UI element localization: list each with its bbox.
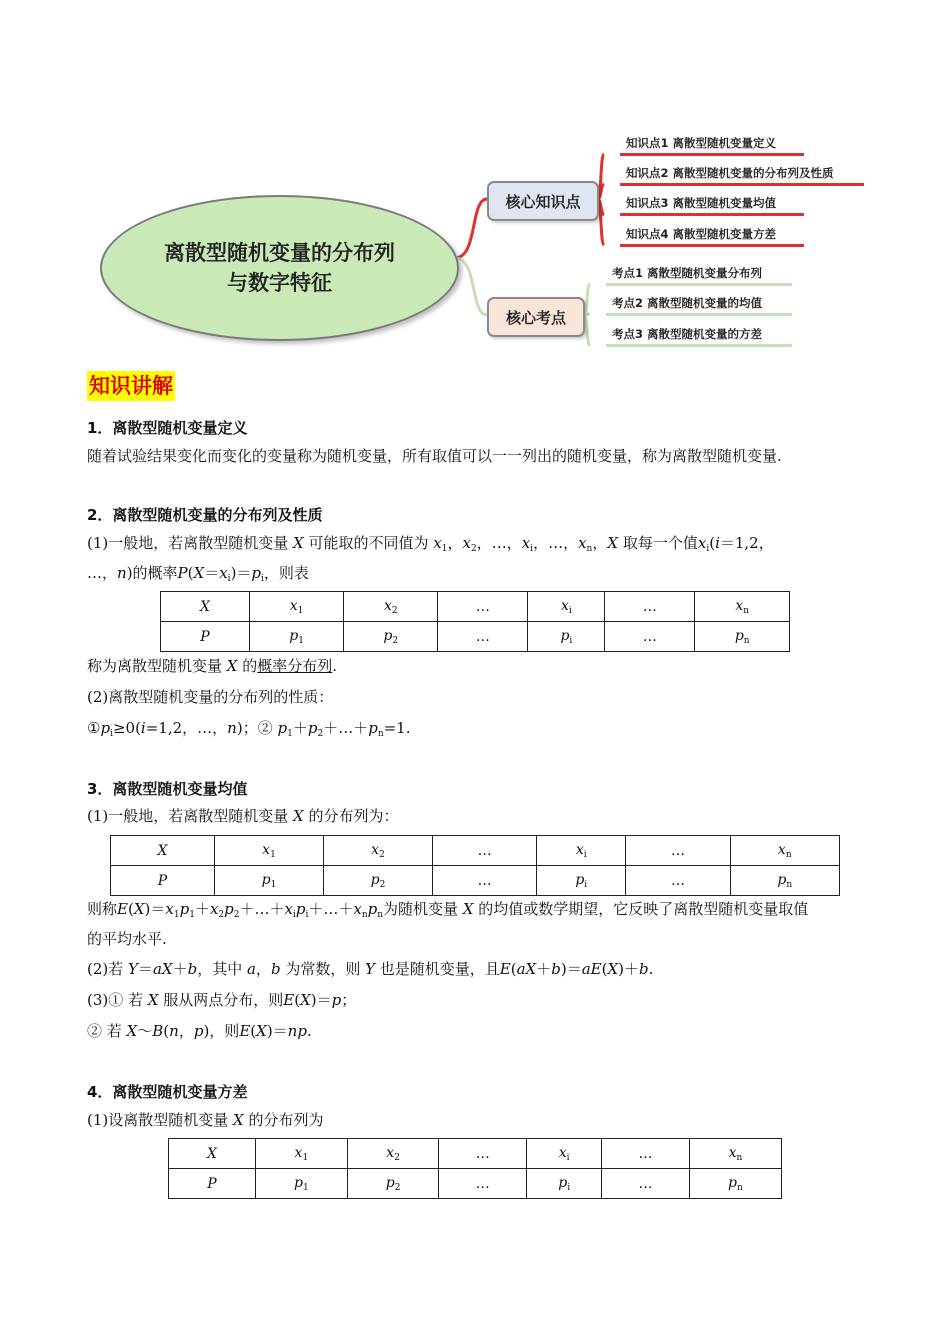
table-cell: [250, 592, 344, 622]
cell-text: P: [207, 1175, 217, 1192]
cell-sub: 1: [270, 849, 276, 860]
section-banner: 知识讲解: [87, 371, 175, 401]
table-cell: [111, 836, 215, 866]
table-cell: [527, 1139, 602, 1169]
table-cell: [730, 866, 839, 896]
table-cell: [537, 866, 626, 896]
mindmap-leaf: 考点3 离散型随机变量的方差: [606, 324, 792, 347]
table-row: [169, 1169, 782, 1199]
text: (1)一般地，若离散型随机变量: [87, 807, 289, 825]
text: 的分布列为：: [308, 807, 399, 825]
text: (1)一般地，若离散型随机变量: [87, 534, 289, 552]
table-cell: [324, 866, 433, 896]
table-cell: [695, 622, 790, 652]
s3-heading: 3．离散型随机变量均值: [87, 780, 248, 798]
cell-sub: i: [583, 849, 587, 860]
mindmap-leaf: 考点2 离散型随机变量的均值: [606, 293, 792, 316]
table-row: [169, 1139, 782, 1169]
table-cell: [528, 592, 605, 622]
table-cell: [527, 1169, 602, 1199]
cell-text: X: [200, 598, 210, 615]
cell-text: x: [575, 841, 584, 858]
table-cell: [161, 592, 250, 622]
table-cell: [689, 1169, 781, 1199]
mindmap-leaf: 知识点4 离散型随机变量方差: [620, 224, 804, 247]
text: 的分布列为: [248, 1111, 324, 1129]
table-cell: [161, 622, 250, 652]
cell-sub: i: [568, 605, 572, 616]
mind-map: [0, 0, 950, 360]
text: ，则表: [263, 564, 309, 582]
cell-text: p: [558, 1174, 568, 1191]
table-cell: [626, 836, 730, 866]
cell-text: x: [386, 1144, 395, 1161]
table-cell: [169, 1169, 256, 1199]
cell-sub: i: [569, 635, 573, 646]
text: …，: [87, 564, 118, 582]
cell-text: p: [777, 871, 787, 888]
s2-para1-cont: …，n)的概率$P(X=x_i)=p_i$，则表: [87, 564, 309, 584]
cell-sub: 2: [392, 635, 399, 646]
cell-text: p: [294, 1174, 303, 1191]
distribution-table-2: [110, 835, 840, 896]
mindmap-root-line2: 与数字特征: [227, 271, 332, 295]
cell-sub: 1: [302, 1152, 309, 1163]
table-cell: [602, 1139, 690, 1169]
table-cell: [695, 592, 790, 622]
cell-text: …: [475, 628, 490, 645]
text: 为常数，则: [285, 960, 361, 978]
table-cell: [344, 622, 438, 652]
s3-para2: 则称$E(X)=x_1p_1+x_2p_2+\dots+x_ip_i+\dots+x_np_n$为随机变量 X 的均值或数学期望，它反映了离散型随机变量取值: [87, 900, 809, 920]
cell-sub: 2: [394, 1182, 401, 1193]
table-cell: [689, 1139, 781, 1169]
cell-sub: 2: [391, 605, 398, 616]
cell-text: p: [734, 627, 744, 644]
cell-text: …: [670, 842, 685, 859]
cell-text: …: [670, 872, 685, 889]
cell-text: …: [475, 1145, 490, 1162]
cell-text: p: [728, 1174, 737, 1191]
table-cell: [439, 1139, 527, 1169]
mindmap-root-line1: 离散型随机变量的分布列: [164, 241, 395, 265]
text: 概率分布列: [257, 657, 333, 675]
cell-text: p: [575, 871, 585, 888]
text: 为随机变量: [383, 900, 459, 918]
table-cell: [433, 866, 537, 896]
cell-text: x: [735, 597, 744, 614]
cell-text: p: [383, 627, 393, 644]
text: (1)设离散型随机变量: [87, 1111, 229, 1129]
table-row: [111, 866, 840, 896]
mindmap-leaf: 知识点2 离散型随机变量的分布列及性质: [620, 163, 864, 186]
table-row: [161, 622, 790, 652]
cell-sub: 1: [298, 635, 304, 646]
cell-sub: i: [584, 879, 588, 890]
table-cell: [438, 592, 528, 622]
cell-sub: 2: [394, 1152, 400, 1163]
cell-text: …: [642, 598, 657, 615]
s4-heading: 4．离散型随机变量方差: [87, 1083, 248, 1101]
cell-sub: i: [567, 1182, 571, 1193]
text: 称为离散型随机变量: [87, 657, 223, 675]
table-cell: [347, 1169, 439, 1199]
mindmap-leaf: 考点1 离散型随机变量分布列: [606, 263, 792, 286]
s2-prop: $①p_i\ge 0(i=1,2$，…，n)；② $p_1+p_2+\dots+p_n=1$.: [87, 719, 411, 739]
s3-para5: (3)① 若 X 服从两点分布，则E(X)＝p；: [87, 991, 357, 1009]
text: 取每一个值: [622, 534, 698, 552]
mindmap-leaf: 知识点3 离散型随机变量均值: [620, 193, 804, 216]
cell-sub: 2: [379, 849, 385, 860]
cell-text: x: [558, 1144, 567, 1161]
table-cell: [626, 866, 730, 896]
table-cell: [324, 836, 433, 866]
cell-text: x: [289, 597, 298, 614]
cell-sub: n: [786, 879, 793, 890]
table-cell: [433, 836, 537, 866]
table-cell: [438, 622, 528, 652]
s3-para3: 的平均水平.: [87, 930, 167, 948]
cell-text: p: [370, 871, 380, 888]
cell-text: p: [385, 1174, 395, 1191]
table-row: [161, 592, 790, 622]
table-cell: [215, 866, 324, 896]
text: 的均值或数学期望，它反映了离散型随机变量取值: [478, 900, 809, 918]
text: ≥0(: [112, 719, 141, 737]
table-cell: [605, 592, 695, 622]
cell-text: X: [207, 1145, 217, 1162]
distribution-table-1: [160, 591, 790, 652]
text: 也是随机变量，且: [379, 960, 500, 978]
cell-text: …: [638, 1145, 653, 1162]
cell-text: …: [475, 598, 490, 615]
text: =1.: [383, 719, 411, 737]
s2-para1: (1)一般地，若离散型随机变量 X 可能取的不同值为 $x_1$，$x_2$，…，$x_i$，…，$x_n$，X 取每一个值$x_i(i=1,2$，: [87, 534, 774, 554]
table-cell: [537, 836, 626, 866]
table-cell: [250, 622, 344, 652]
cell-text: x: [294, 1144, 303, 1161]
cell-text: …: [642, 628, 657, 645]
cell-text: p: [261, 871, 271, 888]
distribution-table-3: [168, 1138, 782, 1199]
cell-text: x: [383, 597, 392, 614]
text: 服从两点分布，则: [163, 991, 284, 1009]
mindmap-root: [100, 195, 459, 341]
cell-sub: n: [743, 605, 750, 616]
cell-text: p: [289, 627, 299, 644]
s2-after-table: 称为离散型随机变量 X 的概率分布列.: [87, 657, 338, 675]
s1-heading: 1．离散型随机变量定义: [87, 419, 248, 437]
table-cell: [602, 1169, 690, 1199]
cell-text: …: [477, 842, 492, 859]
cell-text: P: [200, 628, 210, 645]
text: ② 若: [87, 1022, 122, 1040]
table-cell: [528, 622, 605, 652]
cell-sub: n: [743, 635, 750, 646]
cell-sub: 2: [379, 879, 386, 890]
cell-text: x: [728, 1144, 737, 1161]
text: ，其中: [197, 960, 243, 978]
table-cell: [605, 622, 695, 652]
text: ①: [87, 719, 101, 737]
mindmap-branch-knowledge: 核心知识点: [487, 181, 599, 221]
table-cell: [111, 866, 215, 896]
table-cell: [169, 1139, 256, 1169]
cell-text: p: [560, 627, 570, 644]
cell-text: …: [638, 1175, 653, 1192]
text: ，则: [209, 1022, 240, 1040]
table-cell: [215, 836, 324, 866]
s1-text: 随着试验结果变化而变化的变量称为随机变量，所有取值可以一一列出的随机变量，称为离散型随机变量.: [87, 447, 782, 465]
cell-text: x: [560, 597, 569, 614]
table-cell: [347, 1139, 439, 1169]
cell-text: X: [157, 842, 168, 859]
table-cell: [256, 1169, 348, 1199]
text: 可能取的不同值为: [308, 534, 429, 552]
cell-sub: n: [737, 1182, 743, 1193]
s2-prop-title: (2)离散型随机变量的分布列的性质：: [87, 688, 334, 706]
text: 则称: [87, 900, 118, 918]
table-cell: [344, 592, 438, 622]
table-cell: [730, 836, 839, 866]
text: (2)若: [87, 960, 124, 978]
s3-para4: (2)若 Y＝aX＋b，其中 a，b 为常数，则 Y 也是随机变量，且E(aX＋b)＝aE(X)＋b.: [87, 960, 654, 978]
s2-heading: 2．离散型随机变量的分布列及性质: [87, 506, 323, 524]
mindmap-branch-exam: 核心考点: [487, 297, 585, 337]
cell-sub: n: [785, 849, 792, 860]
text: (3)① 若: [87, 991, 144, 1009]
cell-text: P: [157, 872, 168, 889]
cell-text: …: [475, 1175, 490, 1192]
table-row: [111, 836, 840, 866]
cell-text: x: [371, 841, 380, 858]
text: )；②: [236, 719, 273, 737]
cell-text: x: [777, 841, 786, 858]
cell-sub: 1: [270, 879, 277, 890]
cell-sub: i: [566, 1152, 570, 1163]
s3-para1: (1)一般地，若离散型随机变量 X 的分布列为：: [87, 807, 399, 825]
text: )的概率: [126, 564, 178, 582]
cell-sub: 1: [297, 605, 304, 616]
text: =1,2，…，: [145, 719, 228, 737]
cell-text: x: [262, 841, 271, 858]
mindmap-leaf: 知识点1 离散型随机变量定义: [620, 133, 804, 156]
cell-text: …: [477, 872, 492, 889]
s4-para1: (1)设离散型随机变量 X 的分布列为: [87, 1111, 324, 1129]
table-cell: [256, 1139, 348, 1169]
cell-sub: n: [736, 1152, 743, 1163]
cell-sub: 1: [302, 1182, 309, 1193]
table-cell: [439, 1169, 527, 1199]
s3-para6: ② 若 X～B(n，p)，则E(X)＝np.: [87, 1022, 312, 1040]
